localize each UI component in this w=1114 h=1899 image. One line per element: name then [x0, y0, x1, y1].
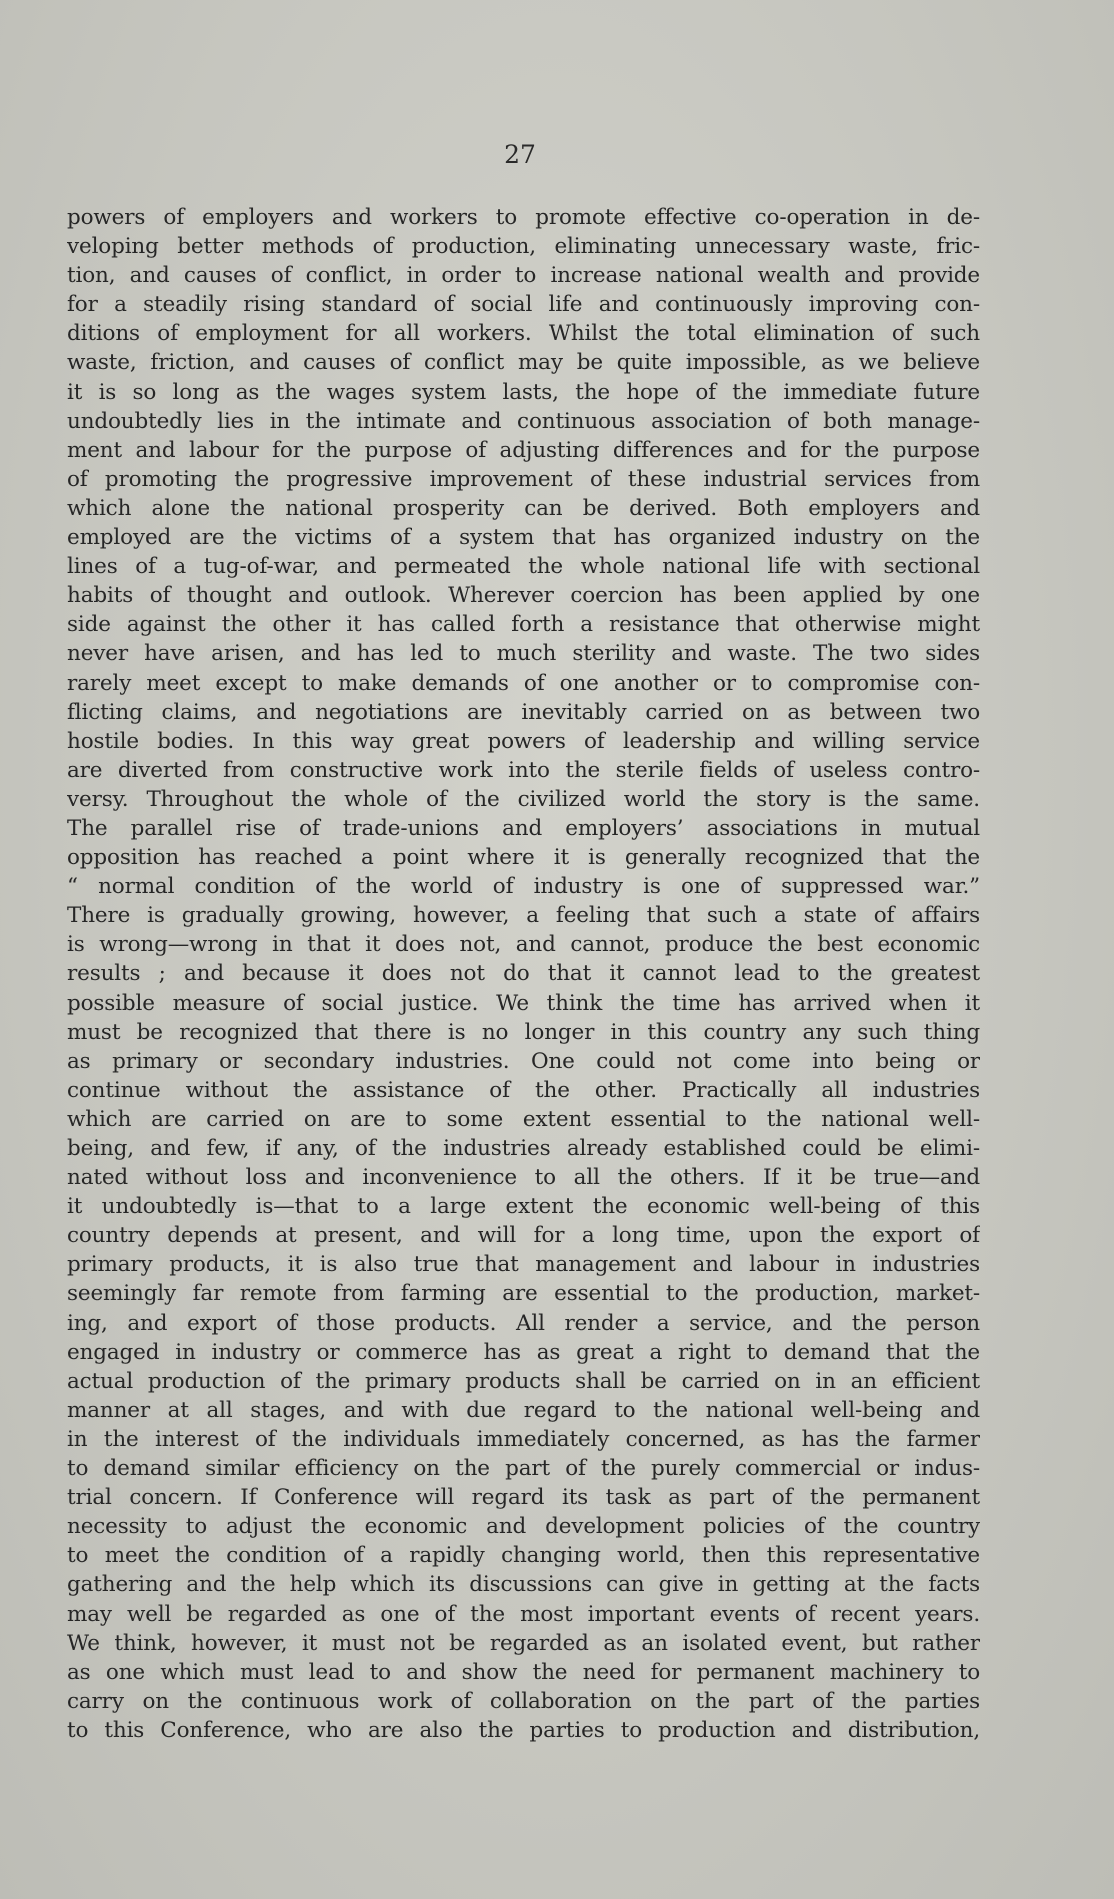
text-line: opposition has reached a point where it is generally recognized that the [67, 845, 980, 871]
text-line: trial concern. If Conference will regard its task as part of the permanent [67, 1485, 980, 1511]
text-line: must be recognized that there is no longer in this country any such thing [67, 1019, 980, 1045]
text-line: is wrong—wrong in that it does not, and cannot, produce the best economic [67, 932, 980, 958]
text-line: tion, and causes of conflict, in order to increase national wealth and provide [67, 263, 980, 289]
text-line: actual production of the primary products shall be carried on in an efficient [67, 1368, 980, 1394]
text-line: rarely meet except to make demands of one another or to compromise con- [67, 670, 980, 696]
text-line: There is gradually growing, however, a feeling that such a state of affairs [67, 903, 980, 929]
text-line: veloping better methods of production, eliminating unnecessary waste, fric- [67, 234, 980, 260]
text-line: powers of employers and workers to promote effective co-operation in de- [67, 205, 980, 230]
text-line: habits of thought and outlook. Wherever coercion has been applied by one [67, 583, 980, 609]
text-line: ditions of employment for all workers. Whilst the total elimination of such [67, 321, 980, 347]
text-line: gathering and the help which its discussions can give in getting at the facts [67, 1572, 980, 1598]
text-line: “ normal condition of the world of industry is one of suppressed war.” [67, 874, 980, 900]
text-line: The parallel rise of trade-unions and employers’ associations in mutual [67, 815, 980, 841]
text-line: to demand similar efficiency on the part of the purely commercial or indus- [67, 1456, 980, 1482]
text-line: side against the other it has called forth a resistance that otherwise might [67, 612, 980, 638]
body-paragraph [67, 203, 980, 1745]
text-line: as primary or secondary industries. One could not come into being or [67, 1048, 980, 1074]
text-line: lines of a tug-of-war, and permeated the whole national life with sectional [67, 554, 980, 580]
text-line: ment and labour for the purpose of adjusting differences and for the purpose [67, 437, 980, 463]
text-line: undoubtedly lies in the intimate and continuous association of both manage- [67, 408, 980, 434]
text-line: in the interest of the individuals immediately concerned, as has the farmer [67, 1426, 980, 1452]
text-line: hostile bodies. In this way great powers of leadership and willing service [67, 728, 980, 754]
text-line: to meet the condition of a rapidly changing world, then this representative [67, 1543, 980, 1569]
text-line: results ; and because it does not do that it cannot lead to the greatest [67, 961, 980, 987]
text-line: as one which must lead to and show the need for permanent machinery to [67, 1659, 980, 1685]
text-line: employed are the victims of a system that has organized industry on the [67, 525, 980, 551]
text-line: are diverted from constructive work into the sterile fields of useless contro- [67, 757, 980, 783]
text-line: of promoting the progressive improvement of these industrial services from [67, 466, 980, 492]
text-line: possible measure of social justice. We think the time has arrived when it [67, 990, 980, 1016]
text-line: which alone the national prosperity can be derived. Both employers and [67, 495, 980, 521]
text-line: it is so long as the wages system lasts, the hope of the immediate future [67, 379, 980, 405]
text-line: primary products, it is also true that management and labour in industries [67, 1252, 980, 1278]
text-line: engaged in industry or commerce has as great a right to demand that the [67, 1339, 980, 1365]
text-line: carry on the continuous work of collaboration on the part of the parties [67, 1688, 980, 1714]
text-line: waste, friction, and causes of conflict may be quite impossible, as we believe [67, 350, 980, 376]
text-line: manner at all stages, and with due regard to the national well-being and [67, 1397, 980, 1423]
text-line: for a steadily rising standard of social life and continuously improving con- [67, 292, 980, 318]
text-line: it undoubtedly is—that to a large extent the economic well-being of this [67, 1194, 980, 1220]
text-line: flicting claims, and negotiations are inevitably carried on as between two [67, 699, 980, 725]
text-line: which are carried on are to some extent essential to the national well- [67, 1106, 980, 1132]
page-number: 27 [504, 140, 536, 169]
text-line: never have arisen, and has led to much sterility and waste. The two sides [67, 641, 980, 667]
text-line: may well be regarded as one of the most important events of recent years. [67, 1601, 980, 1627]
text-line: continue without the assistance of the other. Practically all industries [67, 1077, 980, 1103]
text-line: We think, however, it must not be regarded as an isolated event, but rather [67, 1630, 980, 1656]
text-line: being, and few, if any, of the industries already established could be elimi- [67, 1136, 980, 1161]
text-line: necessity to adjust the economic and development policies of the country [67, 1514, 980, 1540]
text-line: to this Conference, who are also the parties to production and distribution, [67, 1717, 980, 1743]
text-line: country depends at present, and will for a long time, upon the export of [67, 1223, 980, 1249]
text-line: nated without loss and inconvenience to all the others. If it be true—and [67, 1165, 980, 1191]
text-line: seemingly far remote from farming are essential to the production, market- [67, 1281, 980, 1307]
text-line: versy. Throughout the whole of the civilized world the story is the same. [67, 786, 980, 812]
text-line: ing, and export of those products. All render a service, and the person [67, 1310, 980, 1336]
